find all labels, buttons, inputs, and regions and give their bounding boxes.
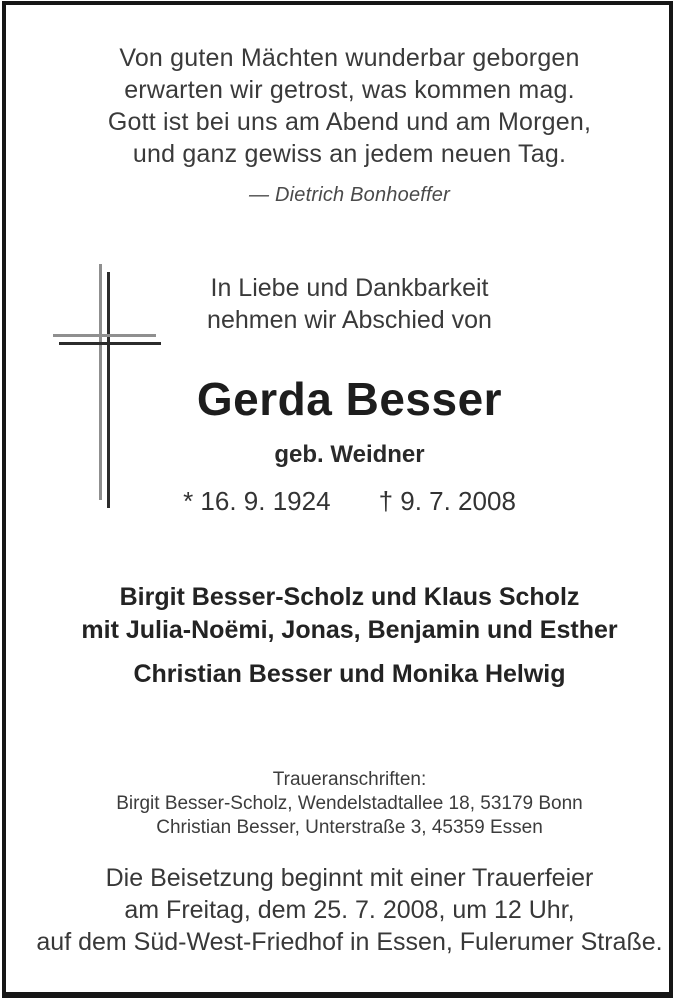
intro-line-2: nehmen wir Abschied von xyxy=(207,306,492,334)
mourners-family-block xyxy=(24,581,675,647)
cross-horizontal-dark-line xyxy=(59,342,161,345)
deceased-name: Gerda Besser xyxy=(196,373,503,425)
quote-line-2: erwarten wir getrost, was kommen mag. xyxy=(124,76,575,104)
mourners-line-2: mit Julia-Noëmi, Jonas, Benjamin und Esther xyxy=(81,616,618,644)
life-dates xyxy=(24,486,675,517)
death-date: † 9. 7. 2008 xyxy=(378,486,516,516)
quote-block xyxy=(24,42,675,211)
funeral-line-3: auf dem Süd-West-Friedhof in Essen, Fulerumer Straße. xyxy=(36,928,663,956)
intro-block xyxy=(24,272,675,336)
quote-line-4: und ganz gewiss an jedem neuen Tag. xyxy=(132,140,567,168)
mourners-line-1: Birgit Besser-Scholz und Klaus Scholz xyxy=(119,583,580,611)
funeral-line-2: am Freitag, dem 25. 7. 2008, um 12 Uhr, xyxy=(124,896,575,924)
funeral-line-1: Die Beisetzung beginnt mit einer Trauerfeier xyxy=(105,864,594,892)
birth-date: * 16. 9. 1924 xyxy=(183,486,331,516)
mourning-addresses-block xyxy=(24,768,675,840)
addresses-heading: Traueranschriften: xyxy=(272,769,427,790)
mourners-second-block xyxy=(24,660,675,689)
quote-line-3: Gott ist bei uns am Abend und am Morgen, xyxy=(107,108,592,136)
funeral-info-block xyxy=(24,862,675,958)
deceased-maiden-name: geb. Weidner xyxy=(274,441,425,468)
quote-line-1: Von guten Mächten wunderbar geborgen xyxy=(119,44,580,72)
address-line-2: Christian Besser, Unterstraße 3, 45359 Essen xyxy=(156,817,543,838)
intro-line-1: In Liebe und Dankbarkeit xyxy=(210,274,489,302)
quote-attribution: — Dietrich Bonhoeffer xyxy=(249,184,450,206)
address-line-1: Birgit Besser-Scholz, Wendelstadtallee 18, 53179 Bonn xyxy=(116,793,583,814)
mourners-line-3: Christian Besser und Monika Helwig xyxy=(133,660,566,688)
